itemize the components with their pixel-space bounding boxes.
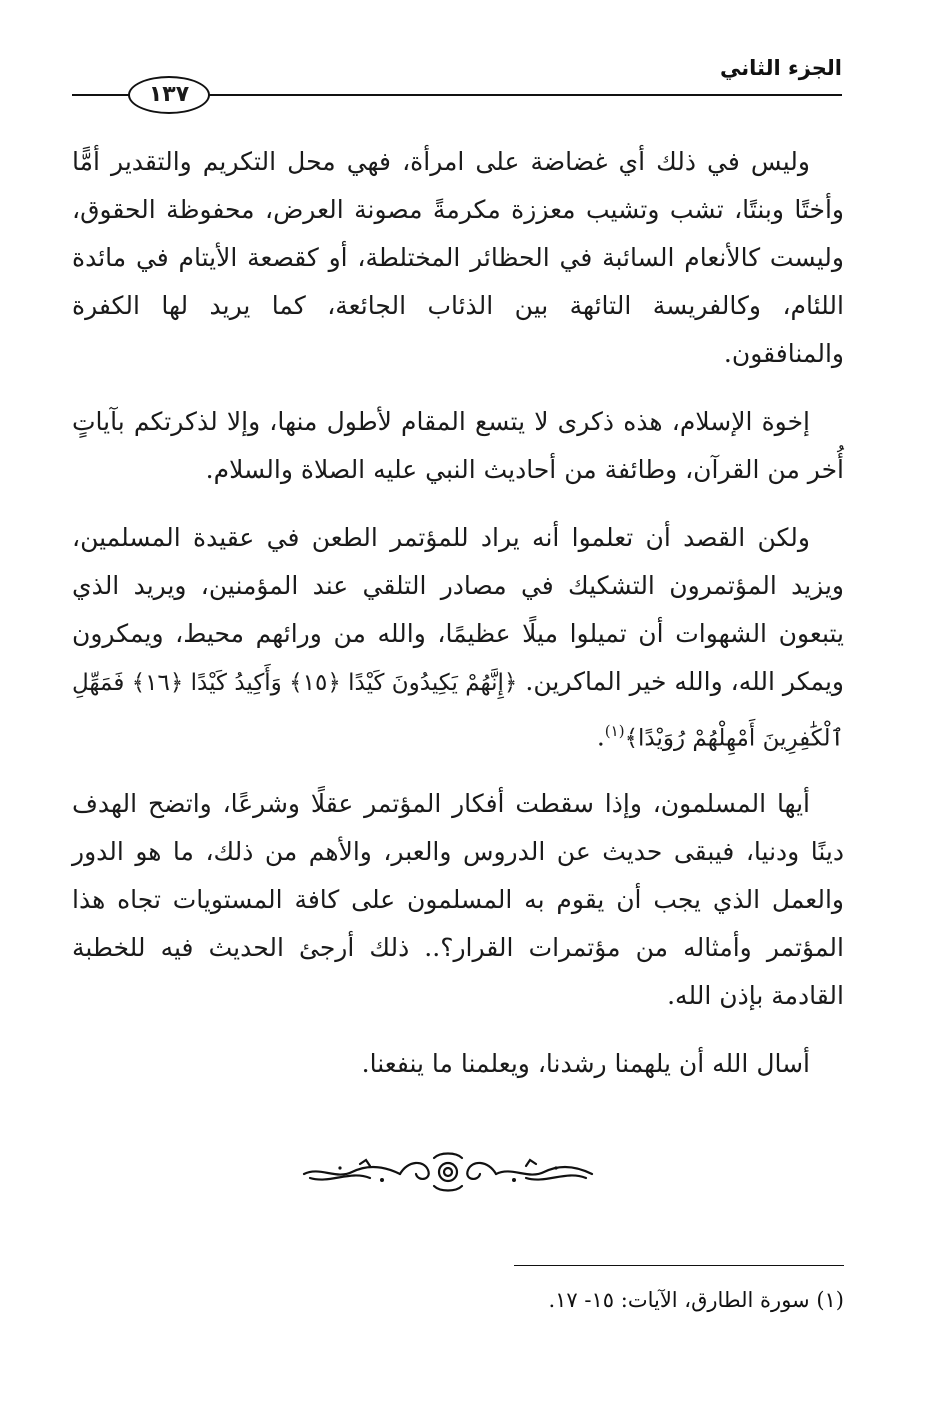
paragraph-3-text: ولكن القصد أن تعلموا أنه يراد للمؤتمر الطعن في عقيدة المسلمين، ويزيد المؤتمرون التشكيك في مصادر التلقي عند المؤمنين، ويريد الذي يتبعون الشهوات أن تميلوا ميلًا عظيمًا، والله من ورائهم محيط، ويمكرون ويمكر الله، والله خير الماكرين.: [72, 523, 845, 696]
paragraph-2: إخوة الإسلام، هذه ذكرى لا يتسع المقام لأطول منها، وإلا لذكرتكم بآياتٍ أُخر من القرآن، وطائفة من أحاديث النبي عليه الصلاة والسلام.: [72, 407, 844, 484]
paragraph-3: [72, 514, 844, 762]
decorative-divider-ornament: [300, 1150, 596, 1194]
page-number-badge: ١٣٧: [128, 76, 210, 114]
running-title: الجزء الثاني: [719, 56, 842, 80]
paragraph-4: أيها المسلمون، وإذا سقطت أفكار المؤتمر عقلًا وشرعًا، واتضح الهدف دينًا ودنيا، فيبقى حديث عن الدروس والعبر، والأهم من ذلك، ما هو الدور والعمل الذي يجب أن يقوم به المسلمون على كافة المستويات تجاه هذا المؤتمر وأمثاله من مؤتمرات القرار؟.. ذلك أرجئ الحديث فيه للخطبة القادمة بإذن الله.: [72, 789, 844, 1011]
paragraph-1: وليس في ذلك أي غضاضة على امرأة، فهي محل التكريم والتقدير أمًّا وأختًا وبنتًا، تشب وتشيب معززة مكرمةً مصونة العرض، محفوظة الحقوق، وليست كالأنعام السائبة في الحظائر المختلطة، أو كقصعة الأيتام في مائدة اللئام، وكالفريسة التائهة بين الذئاب الجائعة، كما يريد لها الكفرة والمنافقون.: [72, 147, 844, 368]
body-text: [72, 138, 844, 1108]
footnote: (١) سورة الطارق، الآيات: ١٥- ١٧.: [548, 1288, 844, 1312]
quran-verse: ﴿إِنَّهُمْ يَكِيدُونَ كَيْدًا ﴿١٥﴾ وَأَكِيدُ كَيْدًا ﴿١٦﴾ فَمَهِّلِ ٱلْكَٰفِرِينَ أَمْهِلْهُمْ رُوَيْدًا﴾: [72, 670, 844, 752]
page-header: [72, 52, 842, 112]
footnote-reference: (١): [604, 722, 625, 740]
paragraph-3-end: .: [596, 722, 605, 752]
paragraph-5: أسال الله أن يلهمنا رشدنا، ويعلمنا ما ينفعنا.: [361, 1049, 810, 1079]
footnote-rule: [514, 1265, 844, 1266]
